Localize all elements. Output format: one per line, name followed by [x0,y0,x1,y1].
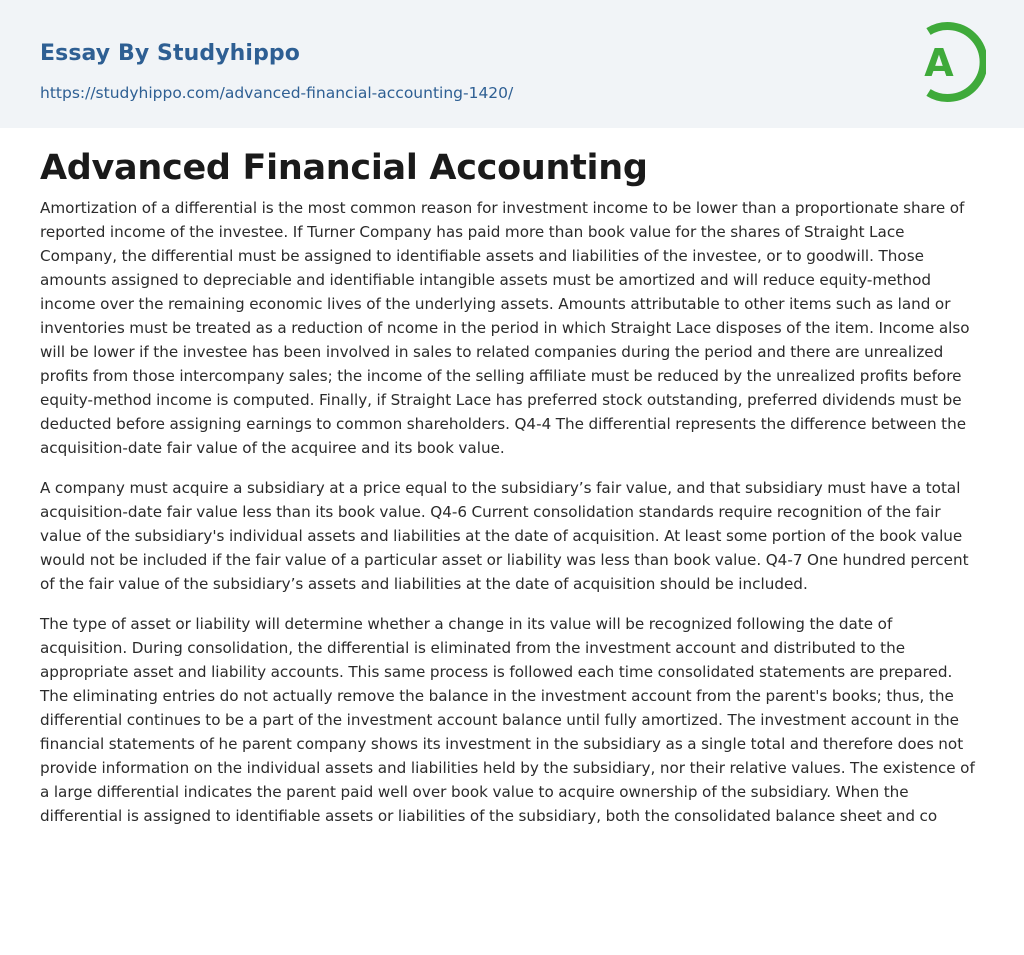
article-paragraph: A company must acquire a subsidiary at a price equal to the subsidiary’s fair value, and that subsidiary must have a total acquisition-date fair value less than its book value. Q4-6 Current consolidation standards require recognition of the fair value of the subsidiary's individual assets and liabilities at the date of acquisition. At least some portion of the book value would not be included if the fair value of a particular asset or liability was less than book value. Q4-7 One hundred percent of the fair value of the subsidiary’s assets and liabilities at the date of acquisition should be included. [40,479,969,593]
logo-letter: A [924,41,954,85]
page-header [0,0,1024,128]
article-paragraph: Amortization of a differential is the most common reason for investment income to be lower than a proportionate share of reported income of the investee. If Turner Company has paid more than book value for the shares of Straight Lace Company, the differential must be assigned to identifiable assets and liabilities of the investee, or to goodwill. Those amounts assigned to depreciable and identifiable intangible assets must be amortized and will reduce equity-method income over the remaining economic lives of the underlying assets. Amounts attributable to other items such as land or inventories must be treated as a reduction of ncome in the period in which Straight Lace disposes of the item. Income also will be lower if the investee has been involved in sales to related companies during the period and there are unrealized profits from those intercompany sales; the income of the selling affiliate must be reduced by the unrealized profits before equity-method income is computed. Finally, if Straight Lace has preferred stock outstanding, preferred dividends must be deducted before assigning earnings to common shareholders. Q4-4 The differential represents the difference between the acquisition-date fair value of the acquiree and its book value. [40,199,970,457]
brand-title[interactable]: Essay By Studyhippo [40,41,300,66]
article-title: Advanced Financial Accounting [40,148,648,188]
article-content [0,128,1024,828]
article-paragraph: The type of asset or liability will determine whether a change in its value will be recognized following the date of acquisition. During consolidation, the differential is eliminated from the investment account and distributed to the appropriate asset and liability accounts. This same process is followed each time consolidated statements are prepared. The eliminating entries do not actually remove the balance in the investment account from the parent's books; thus, the differential continues to be a part of the investment account balance until fully amortized. The investment account in the financial statements of he parent company shows its investment in the subsidiary as a single total and therefore does not provide information on the individual assets and liabilities held by the subsidiary, nor their relative values. The existence of a large differential indicates the parent paid well over book value to acquire ownership of the subsidiary. When the differential is assigned to identifiable assets or liabilities of the subsidiary, both the consolidated balance sheet and co [40,615,975,825]
studyhippo-logo-icon[interactable] [914,19,986,105]
essay-url-link[interactable]: https://studyhippo.com/advanced-financial-accounting-1420/ [40,84,514,102]
